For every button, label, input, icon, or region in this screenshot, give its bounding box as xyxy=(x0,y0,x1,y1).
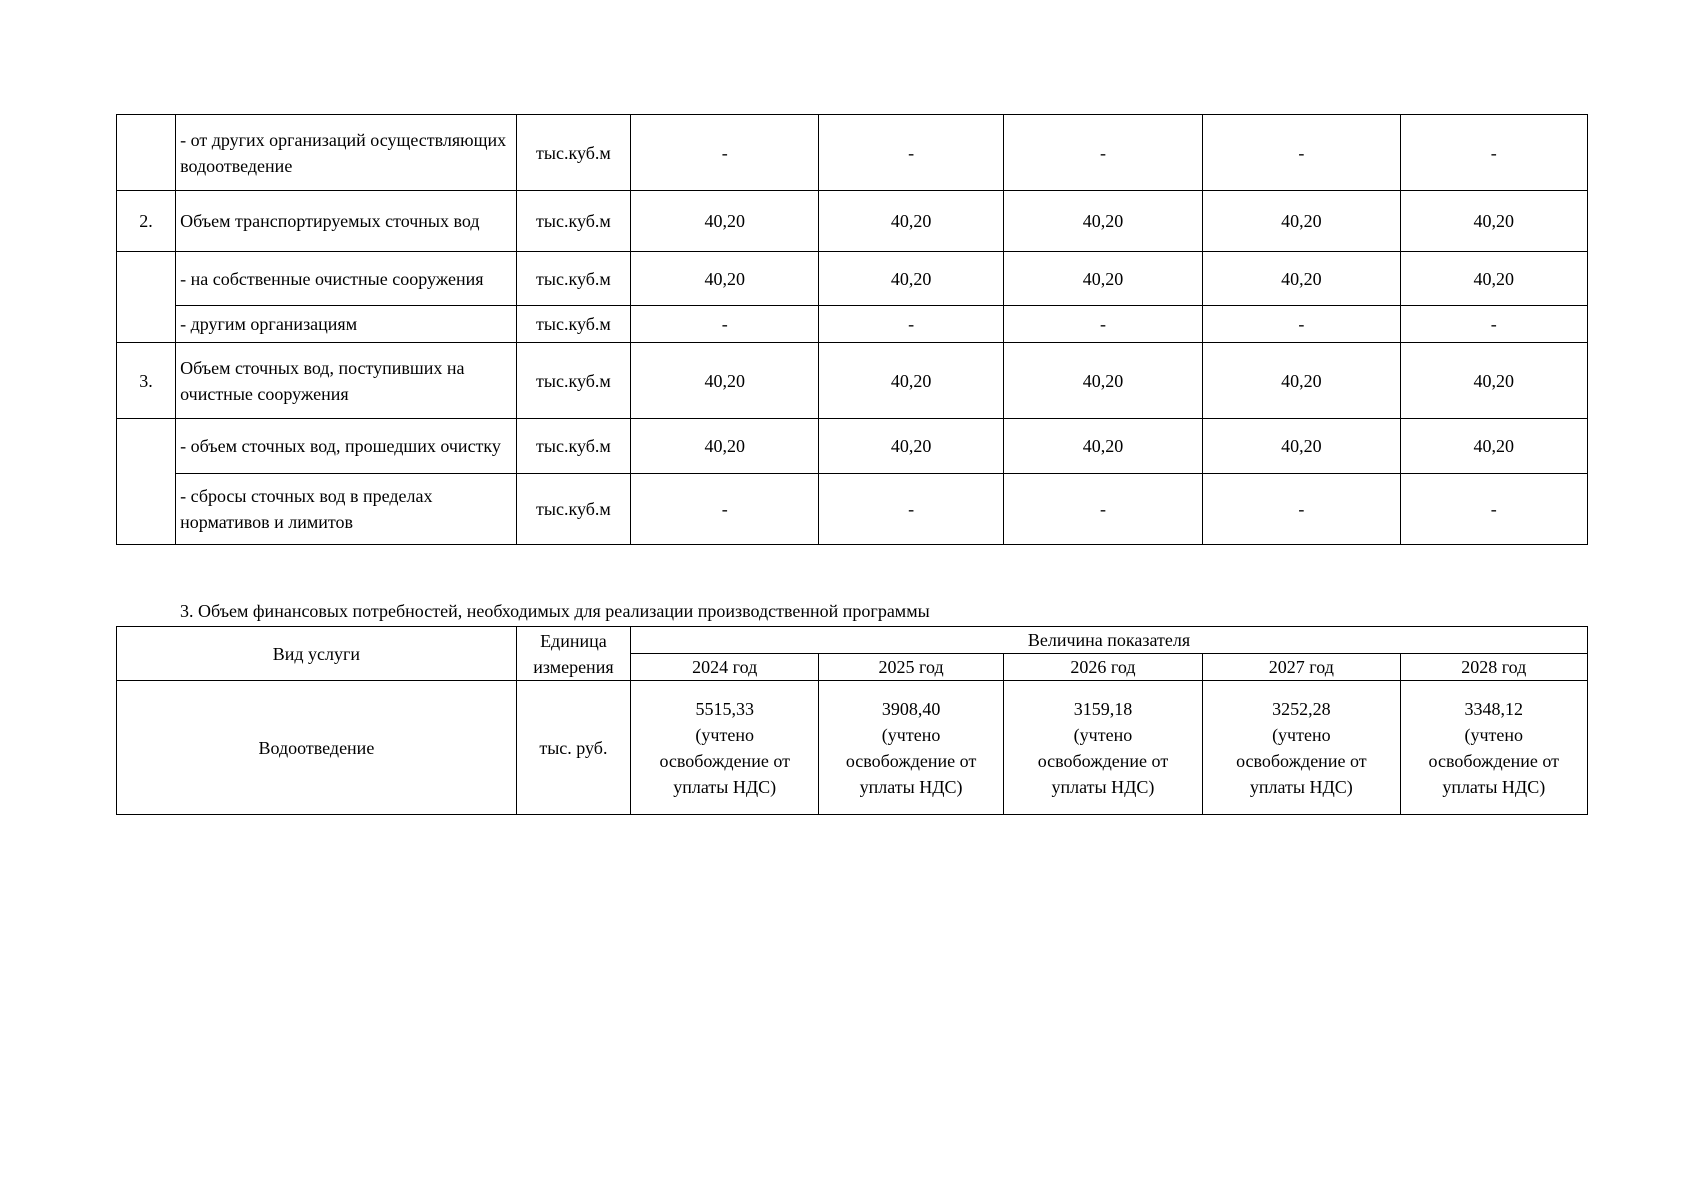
value-cell: - xyxy=(1203,474,1400,545)
year-header: 2024 год xyxy=(631,654,819,681)
row-unit: тыс.куб.м xyxy=(516,191,630,252)
value-cell: - xyxy=(1400,474,1587,545)
note-line: (учтено xyxy=(1464,724,1524,745)
value-cell: 40,20 xyxy=(1203,252,1400,306)
year-header: 2027 год xyxy=(1203,654,1400,681)
header-row xyxy=(117,627,1588,654)
amount: 5515,33 xyxy=(695,698,754,719)
value-cell: - xyxy=(1400,115,1587,191)
value-cell: - xyxy=(1003,115,1202,191)
year-header: 2026 год xyxy=(1003,654,1202,681)
value-cell: 40,20 xyxy=(1400,343,1587,419)
row-number xyxy=(117,252,176,343)
value-cell xyxy=(631,681,819,815)
section-heading: 3. Объем финансовых потребностей, необходимых для реализации производственной программы xyxy=(180,601,930,621)
note-line: уплаты НДС) xyxy=(859,776,963,797)
value-cell: 40,20 xyxy=(819,343,1003,419)
table-row xyxy=(117,681,1588,815)
value-cell: 40,20 xyxy=(1003,191,1202,252)
note-line: освобождение от xyxy=(1428,750,1560,771)
value-cell: 40,20 xyxy=(819,252,1003,306)
value-cell: - xyxy=(1003,474,1202,545)
value-cell: - xyxy=(631,115,819,191)
note-line: (учтено xyxy=(881,724,941,745)
value-cell: - xyxy=(819,474,1003,545)
value-cell: - xyxy=(631,474,819,545)
row-unit: тыс.куб.м xyxy=(516,115,630,191)
value-cell: - xyxy=(1203,115,1400,191)
value-group-header: Величина показателя xyxy=(631,627,1588,654)
table-row xyxy=(117,252,1588,306)
value-cell: 40,20 xyxy=(1203,343,1400,419)
row-number: 3. xyxy=(117,343,176,419)
value-cell: 40,20 xyxy=(1003,252,1202,306)
value-cell: 40,20 xyxy=(1400,191,1587,252)
table-row xyxy=(117,474,1588,545)
table-row xyxy=(117,343,1588,419)
value-cell: 40,20 xyxy=(631,343,819,419)
value-cell: 40,20 xyxy=(819,419,1003,474)
amount: 3252,28 xyxy=(1272,698,1331,719)
row-unit: тыс.куб.м xyxy=(516,306,630,343)
value-cell: 40,20 xyxy=(1400,252,1587,306)
row-label: - сбросы сточных вод в пределах нормативов и лимитов xyxy=(176,474,517,545)
note-line: уплаты НДС) xyxy=(673,776,777,797)
amount: 3159,18 xyxy=(1073,698,1133,719)
value-cell: 40,20 xyxy=(631,191,819,252)
row-label: - от других организаций осуществляющих водоотведение xyxy=(176,115,517,191)
note-line: освобождение от xyxy=(845,750,977,771)
row-label: - другим организациям xyxy=(176,306,517,343)
value-cell: 40,20 xyxy=(1003,343,1202,419)
note-line: освобождение от xyxy=(1037,750,1169,771)
production-indicators-table xyxy=(116,114,1588,545)
row-label: - на собственные очистные сооружения xyxy=(176,252,517,306)
note-line: освобождение от xyxy=(1236,750,1367,771)
service-cell: Водоотведение xyxy=(117,681,517,815)
financial-needs-table xyxy=(116,626,1588,815)
year-header: 2028 год xyxy=(1400,654,1587,681)
row-label: Объем сточных вод, поступивших на очистные сооружения xyxy=(176,343,517,419)
value-cell: - xyxy=(819,115,1003,191)
unit-header-line: Единица xyxy=(540,630,607,651)
amount: 3908,40 xyxy=(881,698,941,719)
value-cell: - xyxy=(1003,306,1202,343)
note-line: освобождение от xyxy=(659,750,790,771)
unit-header-line: измерения xyxy=(533,656,614,677)
row-number xyxy=(117,115,176,191)
row-unit: тыс.куб.м xyxy=(516,474,630,545)
value-cell: - xyxy=(1203,306,1400,343)
value-cell: 40,20 xyxy=(1203,191,1400,252)
value-cell xyxy=(1003,681,1202,815)
note-line: (учтено xyxy=(695,724,754,745)
value-cell: 40,20 xyxy=(631,419,819,474)
row-number xyxy=(117,419,176,545)
value-cell xyxy=(1203,681,1400,815)
table-row xyxy=(117,419,1588,474)
value-cell xyxy=(819,681,1003,815)
value-cell: 40,20 xyxy=(1400,419,1587,474)
unit-header xyxy=(516,627,630,681)
value-cell: 40,20 xyxy=(1203,419,1400,474)
value-cell: 40,20 xyxy=(631,252,819,306)
table-row xyxy=(117,115,1588,191)
row-number: 2. xyxy=(117,191,176,252)
value-cell: 40,20 xyxy=(819,191,1003,252)
table-row xyxy=(117,306,1588,343)
note-line: (учтено xyxy=(1272,724,1331,745)
value-cell: - xyxy=(631,306,819,343)
service-header: Вид услуги xyxy=(117,627,517,681)
amount: 3348,12 xyxy=(1464,698,1524,719)
row-unit: тыс.куб.м xyxy=(516,252,630,306)
value-cell: - xyxy=(819,306,1003,343)
unit-cell: тыс. руб. xyxy=(516,681,630,815)
note-line: уплаты НДС) xyxy=(1442,776,1546,797)
row-label: Объем транспортируемых сточных вод xyxy=(176,191,517,252)
value-cell: - xyxy=(1400,306,1587,343)
note-line: (учтено xyxy=(1073,724,1133,745)
row-label: - объем сточных вод, прошедших очистку xyxy=(176,419,517,474)
value-cell: 40,20 xyxy=(1003,419,1202,474)
year-header: 2025 год xyxy=(819,654,1003,681)
row-unit: тыс.куб.м xyxy=(516,419,630,474)
note-line: уплаты НДС) xyxy=(1051,776,1155,797)
note-line: уплаты НДС) xyxy=(1249,776,1353,797)
value-cell xyxy=(1400,681,1587,815)
table-row xyxy=(117,191,1588,252)
row-unit: тыс.куб.м xyxy=(516,343,630,419)
